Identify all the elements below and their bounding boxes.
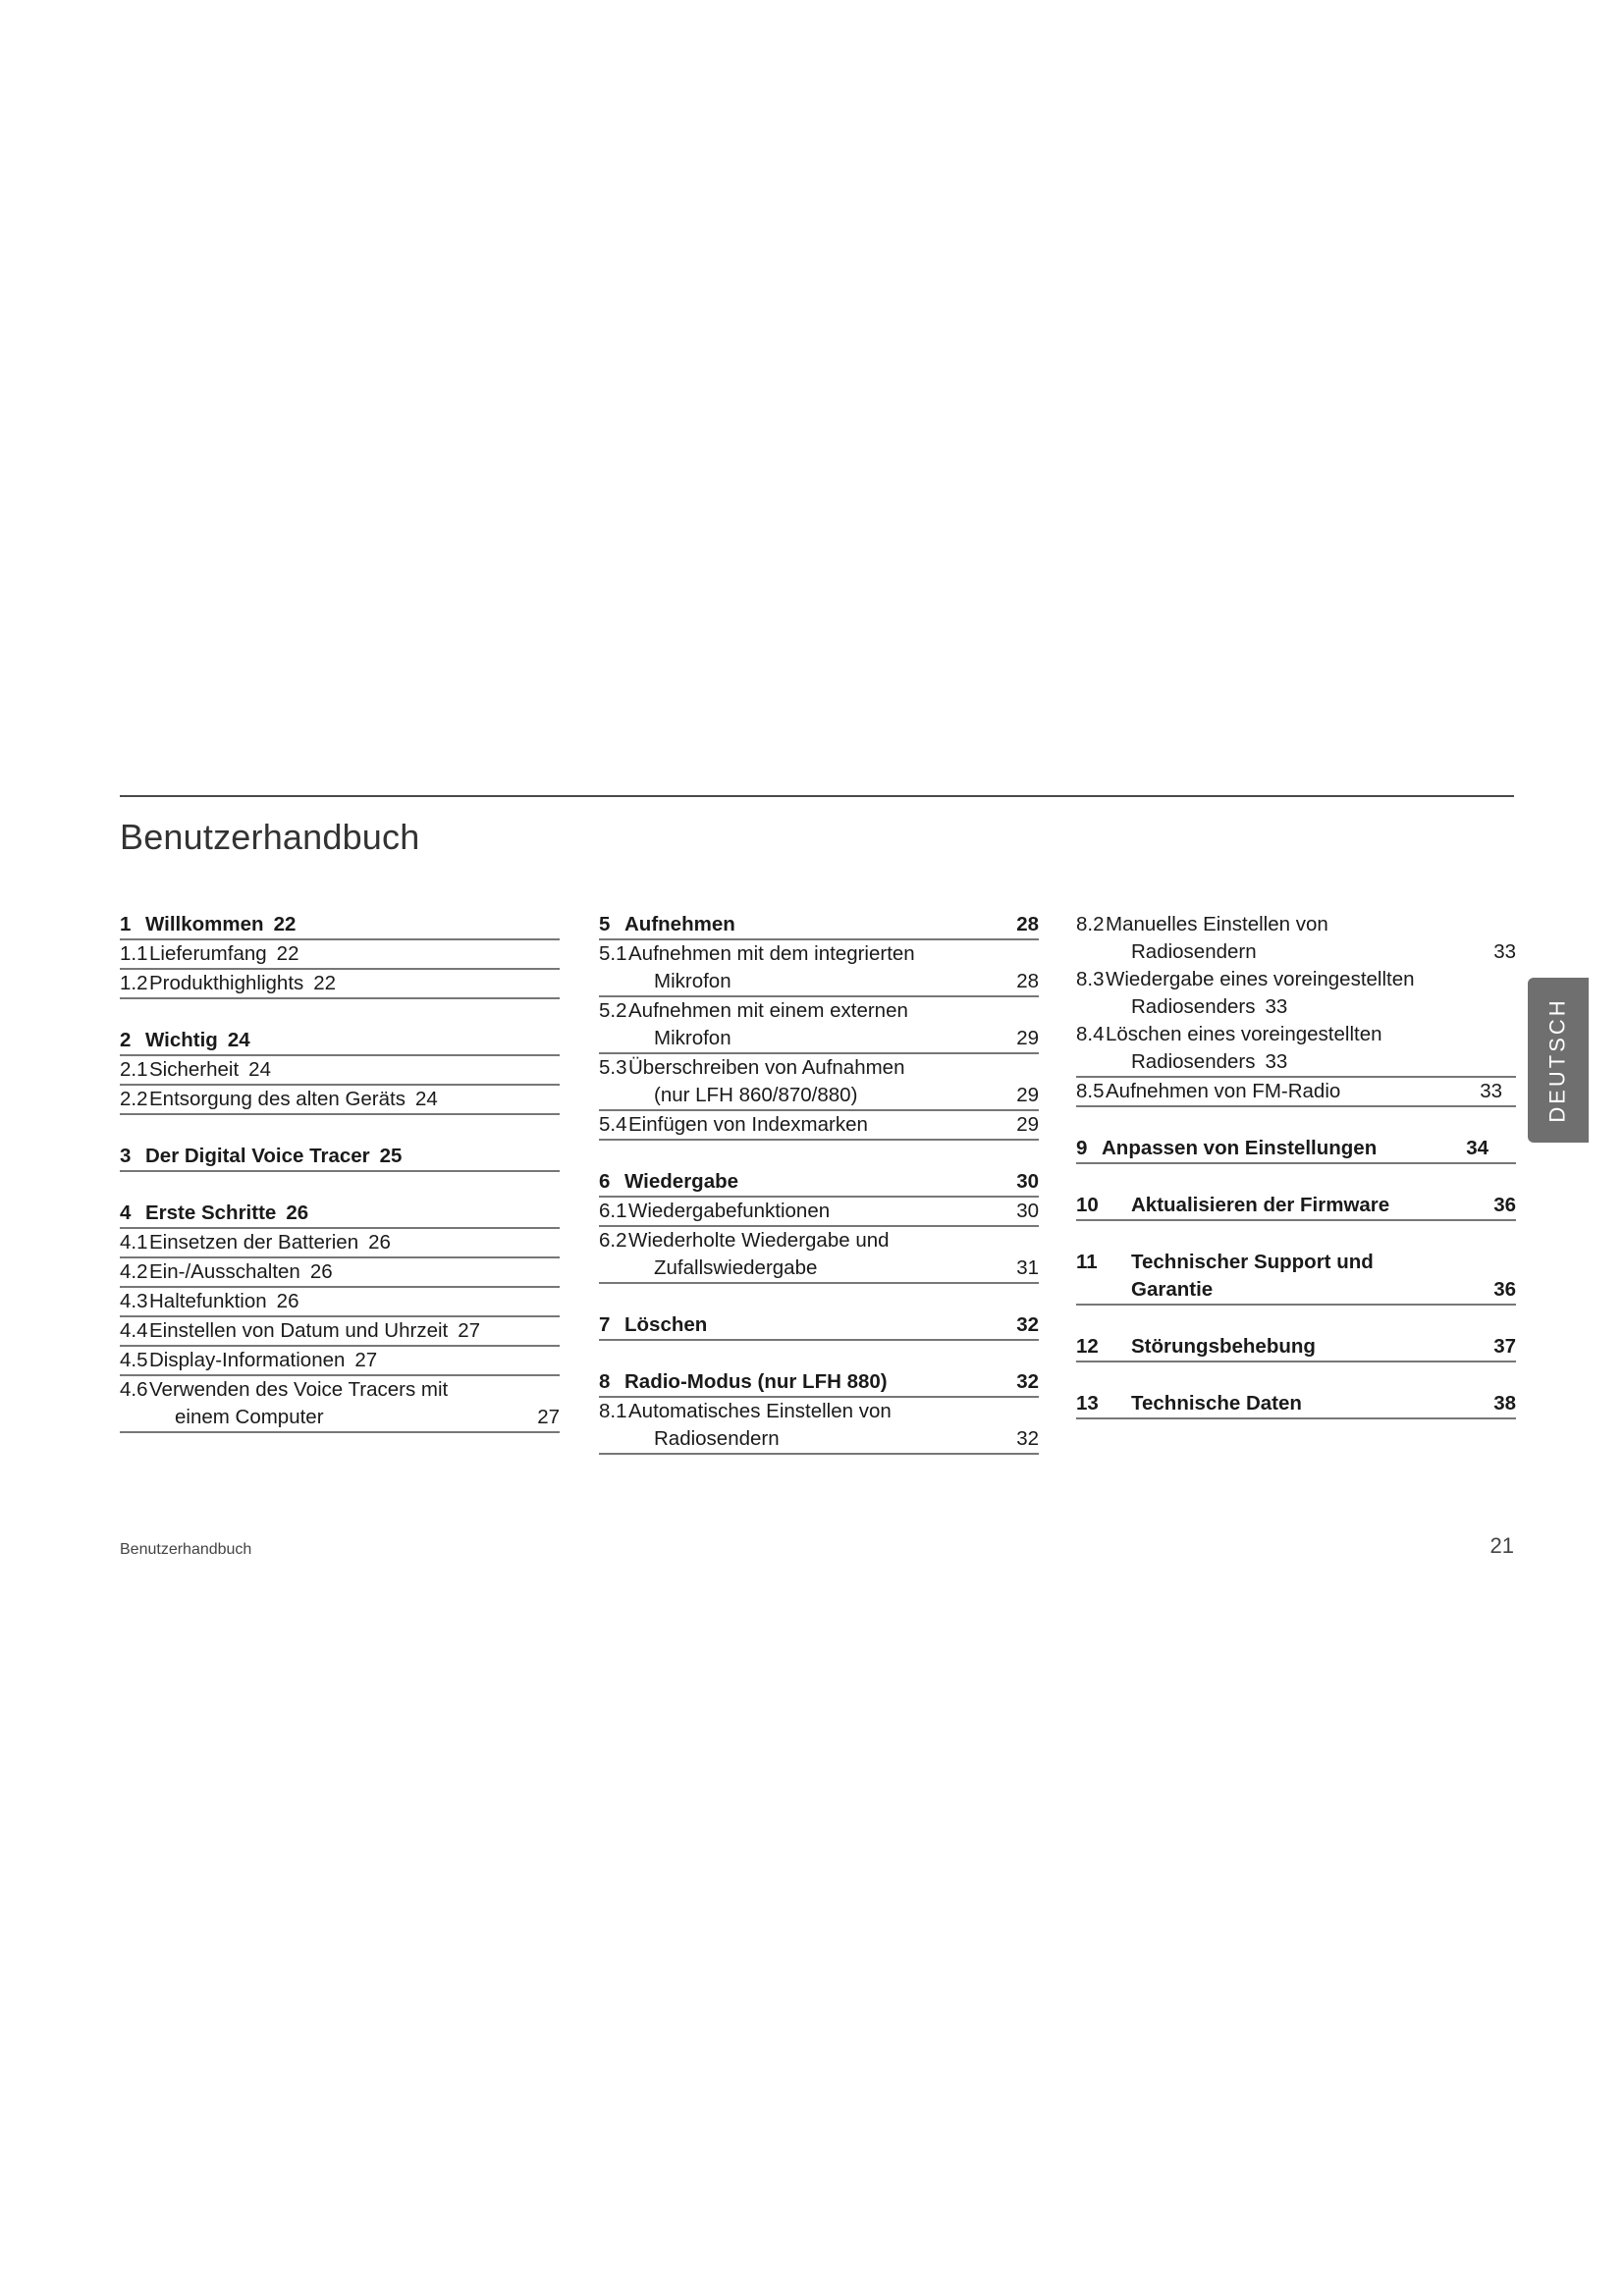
toc-entry-8-4[interactable] <box>1076 1021 1516 1078</box>
page-title: Benutzerhandbuch <box>120 817 420 857</box>
toc-page: 33 <box>1265 995 1288 1018</box>
toc-column-3 <box>1076 911 1516 1419</box>
toc-page: 24 <box>414 1088 438 1110</box>
toc-title: Display-Informationen <box>149 1349 346 1371</box>
toc-chapter-12[interactable] <box>1076 1333 1516 1362</box>
toc-title: Überschreiben von Aufnahmen <box>628 1056 905 1079</box>
toc-title-continued: Zufallswiedergabe <box>654 1256 818 1279</box>
toc-number: 8.1 <box>599 1400 627 1422</box>
toc-page: 26 <box>286 1201 309 1224</box>
toc-number: 7 <box>599 1313 611 1336</box>
toc-number: 11 <box>1076 1251 1098 1273</box>
toc-page: 32 <box>1016 1427 1039 1450</box>
toc-page: 30 <box>1016 1200 1039 1222</box>
toc-title-continued: Radiosendern <box>1131 940 1257 963</box>
toc-number: 5.4 <box>599 1113 627 1136</box>
toc-page: 26 <box>276 1290 299 1312</box>
toc-title: Verwenden des Voice Tracers mit <box>149 1378 449 1401</box>
toc-page: 33 <box>1480 1080 1502 1102</box>
toc-number: 8.3 <box>1076 968 1105 990</box>
top-rule <box>120 795 1514 797</box>
toc-entry-4-4[interactable] <box>120 1317 560 1347</box>
toc-entry-8-2[interactable] <box>1076 911 1516 966</box>
toc-title: Lieferumfang <box>149 942 267 965</box>
toc-page: 32 <box>1016 1313 1039 1336</box>
toc-page: 38 <box>1493 1392 1516 1415</box>
toc-title: Aufnehmen mit einem externen <box>628 999 908 1022</box>
toc-chapter-10[interactable] <box>1076 1192 1516 1221</box>
toc-number: 5.2 <box>599 999 627 1022</box>
toc-title: Sicherheit <box>149 1058 240 1081</box>
toc-page: 26 <box>309 1260 333 1283</box>
toc-title: Wiedergabe eines voreingestellten <box>1106 968 1415 990</box>
toc-entry-5-4[interactable] <box>599 1111 1039 1141</box>
language-tab <box>1528 978 1589 1143</box>
toc-entry-5-1[interactable] <box>599 940 1039 997</box>
toc-number: 2.2 <box>120 1088 148 1110</box>
toc-title: Einfügen von Indexmarken <box>628 1113 868 1136</box>
toc-number: 6.1 <box>599 1200 627 1222</box>
toc-page: 37 <box>1493 1335 1516 1358</box>
toc-number: 2.1 <box>120 1058 148 1081</box>
toc-chapter-9[interactable] <box>1076 1135 1516 1164</box>
toc-title: Produkthighlights <box>149 972 304 994</box>
toc-page: 27 <box>354 1349 378 1371</box>
toc-title: Der Digital Voice Tracer <box>145 1145 370 1167</box>
toc-title-continued: Garantie <box>1131 1278 1214 1301</box>
footer-title: Benutzerhandbuch <box>120 1541 252 1558</box>
toc-page: 28 <box>1016 970 1039 992</box>
toc-title: Technischer Support und <box>1131 1251 1374 1273</box>
toc-number: 4.6 <box>120 1378 148 1401</box>
toc-title: Haltefunktion <box>149 1290 267 1312</box>
toc-number: 4.5 <box>120 1349 148 1371</box>
toc-number: 4.2 <box>120 1260 148 1283</box>
toc-title-continued: Radiosendern <box>654 1427 780 1450</box>
toc-title: Aufnehmen mit dem integrierten <box>628 942 915 965</box>
toc-entry-1-1[interactable] <box>120 940 560 970</box>
toc-entry-8-3[interactable] <box>1076 966 1516 1021</box>
toc-title: Technische Daten <box>1131 1392 1302 1415</box>
toc-entry-2-2[interactable] <box>120 1086 560 1115</box>
toc-page: 34 <box>1466 1137 1489 1159</box>
toc-page: 25 <box>379 1145 403 1167</box>
toc-title: Aufnehmen von FM-Radio <box>1106 1080 1341 1102</box>
toc-chapter-2[interactable] <box>120 1027 560 1056</box>
toc-page: 33 <box>1265 1050 1288 1073</box>
toc-chapter-13[interactable] <box>1076 1390 1516 1419</box>
toc-title: Wiederholte Wiedergabe und <box>628 1229 890 1252</box>
toc-page: 22 <box>276 942 299 965</box>
toc-chapter-5[interactable] <box>599 911 1039 940</box>
toc-title: Willkommen <box>145 913 264 935</box>
toc-page: 28 <box>1016 913 1039 935</box>
toc-number: 4.3 <box>120 1290 148 1312</box>
toc-title-continued: Radiosenders <box>1131 1050 1256 1073</box>
toc-entry-1-2[interactable] <box>120 970 560 999</box>
toc-title: Anpassen von Einstellungen <box>1102 1137 1378 1159</box>
toc-page: 29 <box>1016 1084 1039 1106</box>
toc-number: 5 <box>599 913 611 935</box>
toc-entry-4-2[interactable] <box>120 1258 560 1288</box>
toc-title: Löschen eines voreingestellten <box>1106 1023 1382 1045</box>
toc-page: 36 <box>1493 1278 1516 1301</box>
footer-page-number: 21 <box>1489 1533 1514 1558</box>
toc-number: 9 <box>1076 1137 1088 1159</box>
toc-number: 4.1 <box>120 1231 148 1254</box>
toc-page: 24 <box>248 1058 271 1081</box>
toc-number: 2 <box>120 1029 132 1051</box>
toc-page: 22 <box>273 913 297 935</box>
toc-chapter-7[interactable] <box>599 1311 1039 1341</box>
toc-entry-4-3[interactable] <box>120 1288 560 1317</box>
toc-title: Manuelles Einstellen von <box>1106 913 1328 935</box>
toc-title: Wiedergabefunktionen <box>628 1200 831 1222</box>
toc-number: 4 <box>120 1201 132 1224</box>
toc-entry-8-1[interactable] <box>599 1398 1039 1455</box>
toc-number: 1 <box>120 913 132 935</box>
toc-page: 30 <box>1016 1170 1039 1193</box>
toc-title-continued: einem Computer <box>175 1406 324 1428</box>
toc-title: Aufnehmen <box>624 913 735 935</box>
language-tab-label: DEUTSCH <box>1545 997 1570 1123</box>
toc-title-continued: Radiosenders <box>1131 995 1256 1018</box>
toc-chapter-8[interactable] <box>599 1368 1039 1398</box>
toc-entry-5-3[interactable] <box>599 1054 1039 1111</box>
toc-page: 36 <box>1493 1194 1516 1216</box>
toc-title: Einsetzen der Batterien <box>149 1231 359 1254</box>
toc-entry-6-1[interactable] <box>599 1198 1039 1227</box>
toc-page: 26 <box>368 1231 391 1254</box>
toc-chapter-4[interactable] <box>120 1200 560 1229</box>
toc-number: 12 <box>1076 1335 1099 1358</box>
toc-title: Automatisches Einstellen von <box>628 1400 892 1422</box>
toc-title: Wichtig <box>145 1029 218 1051</box>
toc-entry-4-5[interactable] <box>120 1347 560 1376</box>
toc-page: 24 <box>227 1029 250 1051</box>
toc-page: 27 <box>537 1406 560 1428</box>
toc-entry-4-6[interactable] <box>120 1376 560 1433</box>
toc-number: 10 <box>1076 1194 1099 1216</box>
toc-page: 33 <box>1493 940 1516 963</box>
toc-number: 8.4 <box>1076 1023 1105 1045</box>
toc-entry-2-1[interactable] <box>120 1056 560 1086</box>
toc-title: Wiedergabe <box>624 1170 739 1193</box>
toc-number: 13 <box>1076 1392 1099 1415</box>
toc-title: Entsorgung des alten Geräts <box>149 1088 406 1110</box>
toc-column-1 <box>120 911 560 1433</box>
toc-title-continued: Mikrofon <box>654 970 731 992</box>
toc-page: 29 <box>1016 1113 1039 1136</box>
toc-number: 5.1 <box>599 942 627 965</box>
toc-chapter-11[interactable] <box>1076 1249 1516 1306</box>
toc-page: 22 <box>313 972 337 994</box>
toc-page: 32 <box>1016 1370 1039 1393</box>
toc-number: 1.1 <box>120 942 148 965</box>
toc-number: 6.2 <box>599 1229 627 1252</box>
toc-entry-8-5[interactable] <box>1076 1078 1516 1107</box>
toc-chapter-6[interactable] <box>599 1168 1039 1198</box>
toc-page: 31 <box>1016 1256 1039 1279</box>
toc-page: 29 <box>1016 1027 1039 1049</box>
toc-column-2 <box>599 911 1039 1455</box>
toc-title-continued: (nur LFH 860/870/880) <box>654 1084 858 1106</box>
toc-number: 8.2 <box>1076 913 1105 935</box>
toc-title: Einstellen von Datum und Uhrzeit <box>149 1319 449 1342</box>
toc-entry-5-2[interactable] <box>599 997 1039 1054</box>
toc-number: 8.5 <box>1076 1080 1105 1102</box>
toc-entry-6-2[interactable] <box>599 1227 1039 1284</box>
toc-chapter-3[interactable] <box>120 1143 560 1172</box>
toc-chapter-1[interactable] <box>120 911 560 940</box>
toc-number: 6 <box>599 1170 611 1193</box>
toc-number: 1.2 <box>120 972 148 994</box>
toc-number: 3 <box>120 1145 132 1167</box>
toc-entry-4-1[interactable] <box>120 1229 560 1258</box>
toc-title: Radio-Modus (nur LFH 880) <box>624 1370 888 1393</box>
toc-title-continued: Mikrofon <box>654 1027 731 1049</box>
toc-title: Erste Schritte <box>145 1201 277 1224</box>
toc-number: 4.4 <box>120 1319 148 1342</box>
toc-title: Ein-/Ausschalten <box>149 1260 300 1283</box>
toc-number: 8 <box>599 1370 611 1393</box>
toc-title: Löschen <box>624 1313 708 1336</box>
toc-title: Aktualisieren der Firmware <box>1131 1194 1390 1216</box>
toc-number: 5.3 <box>599 1056 627 1079</box>
toc-title: Störungsbehebung <box>1131 1335 1316 1358</box>
toc-page: 27 <box>458 1319 481 1342</box>
